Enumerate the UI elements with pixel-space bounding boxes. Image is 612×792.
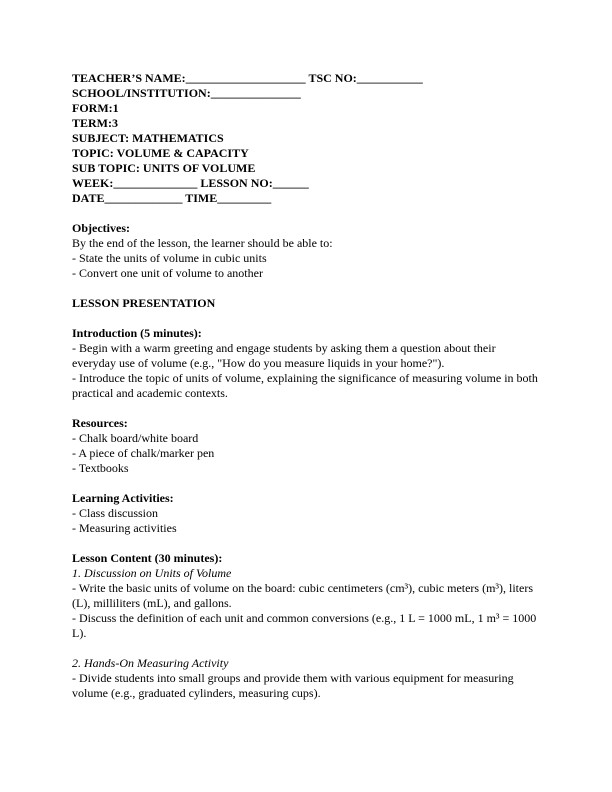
header-date-time-line: DATE_____________ TIME_________ <box>72 191 272 205</box>
lesson-content-heading: Lesson Content (30 minutes): <box>72 551 223 565</box>
header-teacher-tsc-line: TEACHER’S NAME:____________________ TSC NO:___________ <box>72 71 423 85</box>
objectives-item: - State the units of volume in cubic units <box>72 251 267 265</box>
resource-item: - Chalk board/white board <box>72 431 199 445</box>
lesson-presentation-heading: LESSON PRESENTATION <box>72 296 216 310</box>
objectives-item: - Convert one unit of volume to another <box>72 266 263 280</box>
header-subject-line: SUBJECT: MATHEMATICS <box>72 131 224 145</box>
introduction-line: - Introduce the topic of units of volume, explaining the significance of measuring volume in both <box>72 371 538 385</box>
header-term-line: TERM:3 <box>72 116 118 130</box>
discussion-line: L). <box>72 626 87 640</box>
spacer <box>72 476 552 491</box>
learning-activity-item: - Class discussion <box>72 506 159 520</box>
document-body <box>72 71 552 701</box>
spacer <box>72 281 552 296</box>
spacer <box>72 206 552 221</box>
objectives-heading: Objectives: <box>72 221 130 235</box>
introduction-line: - Begin with a warm greeting and engage students by asking them a question about their <box>72 341 496 355</box>
hands-on-line: volume (e.g., graduated cylinders, measuring cups). <box>72 686 321 700</box>
spacer <box>72 536 552 551</box>
discussion-subheading: 1. Discussion on Units of Volume <box>72 566 232 580</box>
header-week-lesson-line: WEEK:______________ LESSON NO:______ <box>72 176 309 190</box>
introduction-line: everyday use of volume (e.g., "How do you measure liquids in your home?"). <box>72 356 445 370</box>
header-school-line: SCHOOL/INSTITUTION:_______________ <box>72 86 301 100</box>
introduction-line: practical and academic contexts. <box>72 386 228 400</box>
discussion-line: - Discuss the definition of each unit and common conversions (e.g., 1 L = 1000 mL, 1 m³ = 1000 <box>72 611 537 625</box>
objectives-lead: By the end of the lesson, the learner should be able to: <box>72 236 333 250</box>
learning-activity-item: - Measuring activities <box>72 521 177 535</box>
discussion-line: - Write the basic units of volume on the board: cubic centimeters (cm³), cubic meters (m³), liters <box>72 581 534 595</box>
introduction-heading: Introduction (5 minutes): <box>72 326 202 340</box>
header-form-line: FORM:1 <box>72 101 119 115</box>
spacer <box>72 311 552 326</box>
resources-heading: Resources: <box>72 416 128 430</box>
discussion-line: (L), milliliters (mL), and gallons. <box>72 596 232 610</box>
header-topic-line: TOPIC: VOLUME & CAPACITY <box>72 146 249 160</box>
resource-item: - A piece of chalk/marker pen <box>72 446 215 460</box>
hands-on-line: - Divide students into small groups and provide them with various equipment for measuring <box>72 671 514 685</box>
learning-activities-heading: Learning Activities: <box>72 491 174 505</box>
hands-on-subheading: 2. Hands-On Measuring Activity <box>72 656 229 670</box>
spacer <box>72 641 552 656</box>
spacer <box>72 401 552 416</box>
header-subtopic-line: SUB TOPIC: UNITS OF VOLUME <box>72 161 256 175</box>
resource-item: - Textbooks <box>72 461 129 475</box>
